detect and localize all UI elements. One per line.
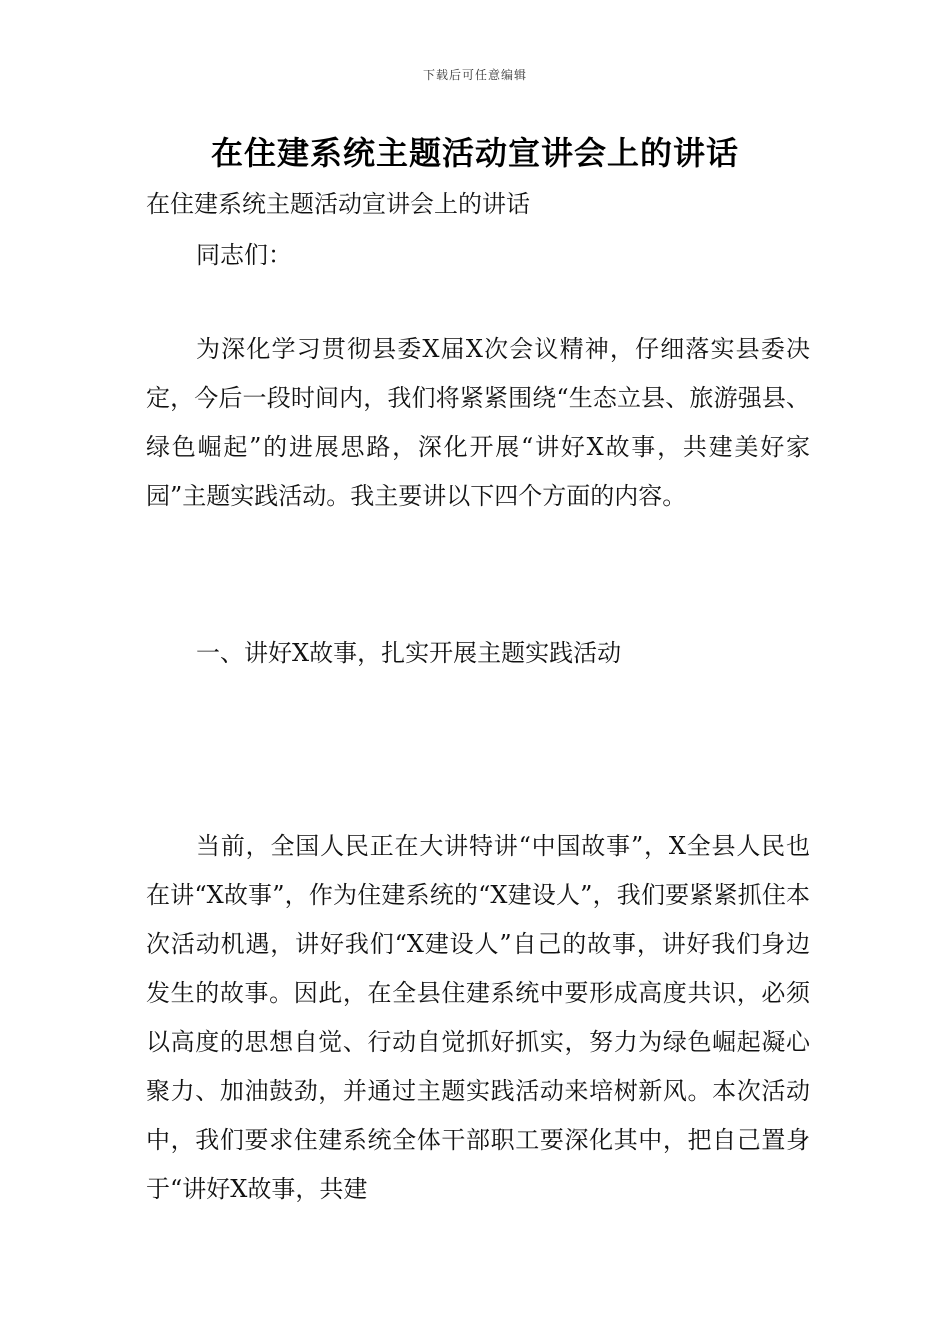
section-heading: 一、讲好X故事，扎实开展主题实践活动 <box>196 639 622 667</box>
page-title: 在住建系统主题活动宣讲会上的讲话 <box>210 134 739 172</box>
header-note: 下载后可任意编辑 <box>422 68 527 82</box>
body-paragraph-1: 为深化学习贯彻县委X届X次会议精神，仔细落实县委决定，今后一段时间内，我们将紧紧围绕“生态立县、旅游强县、绿色崛起”的进展思路，深化开展“讲好X故事，共建美好家园”主题实践活动。我主要讲以下四个方面的内容。 <box>146 335 810 510</box>
body-paragraph-2: 当前，全国人民正在大讲特讲“中国故事”，X全县人民也在讲“X故事”，作为住建系统的“X建设人”，我们要紧紧抓住本次活动机遇，讲好我们“X建设人”自己的故事，讲好我们身边发生的故事。因此，在全县住建系统中要形成高度共识，必须以高度的思想自觉、行动自觉抓好抓实，努力为绿色崛起凝心聚力、加油鼓劲，并通过主题实践活动来培树新风。本次活动中，我们要求住建系统全体干部职工要深化其中，把自己置身于“讲好X故事，共建 <box>146 832 810 1203</box>
greeting: 同志们： <box>196 241 292 269</box>
subtitle: 在住建系统主题活动宣讲会上的讲话 <box>146 190 530 218</box>
